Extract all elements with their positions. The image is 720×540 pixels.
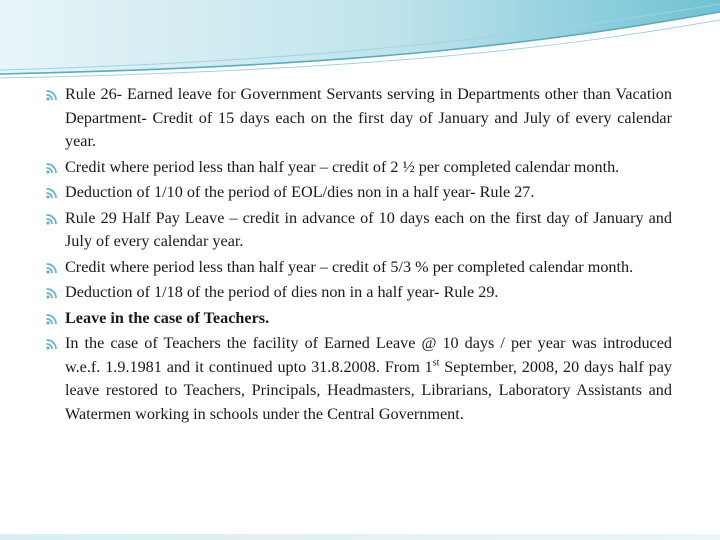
wifi-signal-icon bbox=[45, 337, 61, 350]
text-segment: In the case of Teachers the facility of Earned Leave @ 10 days / per year was introduced w.e.f. 1.9.1981 and it continued upto 31.8.2008. From 1 bbox=[65, 334, 672, 376]
list-item-text bbox=[65, 334, 672, 423]
list-item-text: Deduction of 1/18 of the period of dies non in a half year- Rule 29. bbox=[65, 283, 499, 301]
wifi-signal-icon bbox=[45, 312, 61, 325]
list-item bbox=[46, 256, 672, 280]
header-wave-decoration bbox=[0, 0, 720, 90]
list-item bbox=[46, 181, 672, 205]
bullet-list bbox=[46, 83, 672, 428]
list-item bbox=[46, 332, 672, 426]
text-segment: September, 2008, 20 days half pay leave restored to Teachers, Principals, Headmasters, Librarians, Laboratory Assistants and Watermen working in schools under the Central Government. bbox=[65, 357, 672, 423]
wifi-signal-icon bbox=[45, 186, 61, 199]
wifi-signal-icon bbox=[45, 88, 61, 101]
wifi-signal-icon bbox=[45, 286, 61, 299]
list-item bbox=[46, 83, 672, 154]
list-item-text: Rule 26- Earned leave for Government Servants serving in Departments other than Vacation Department- Credit of 15 days each on the first day of January and July of every calendar year. bbox=[65, 85, 672, 150]
list-item bbox=[46, 156, 672, 180]
list-item-text: Leave in the case of Teachers. bbox=[65, 308, 270, 327]
wifi-signal-icon bbox=[45, 212, 61, 225]
list-item-text: Deduction of 1/10 of the period of EOL/dies non in a half year- Rule 27. bbox=[65, 183, 535, 201]
bottom-band-decoration bbox=[0, 534, 720, 540]
wifi-signal-icon bbox=[45, 261, 61, 274]
list-item-heading bbox=[46, 307, 672, 331]
list-item bbox=[46, 281, 672, 305]
ordinal-suffix: st bbox=[432, 357, 440, 369]
wifi-signal-icon bbox=[45, 161, 61, 174]
list-item-text: Credit where period less than half year – credit of 2 ½ per completed calendar month. bbox=[65, 157, 620, 176]
list-item-text: Credit where period less than half year – credit of 5/3 % per completed calendar month. bbox=[65, 257, 634, 276]
list-item-text: Rule 29 Half Pay Leave – credit in advance of 10 days each on the first day of January and July of every calendar year. bbox=[65, 208, 672, 250]
list-item bbox=[46, 207, 672, 254]
